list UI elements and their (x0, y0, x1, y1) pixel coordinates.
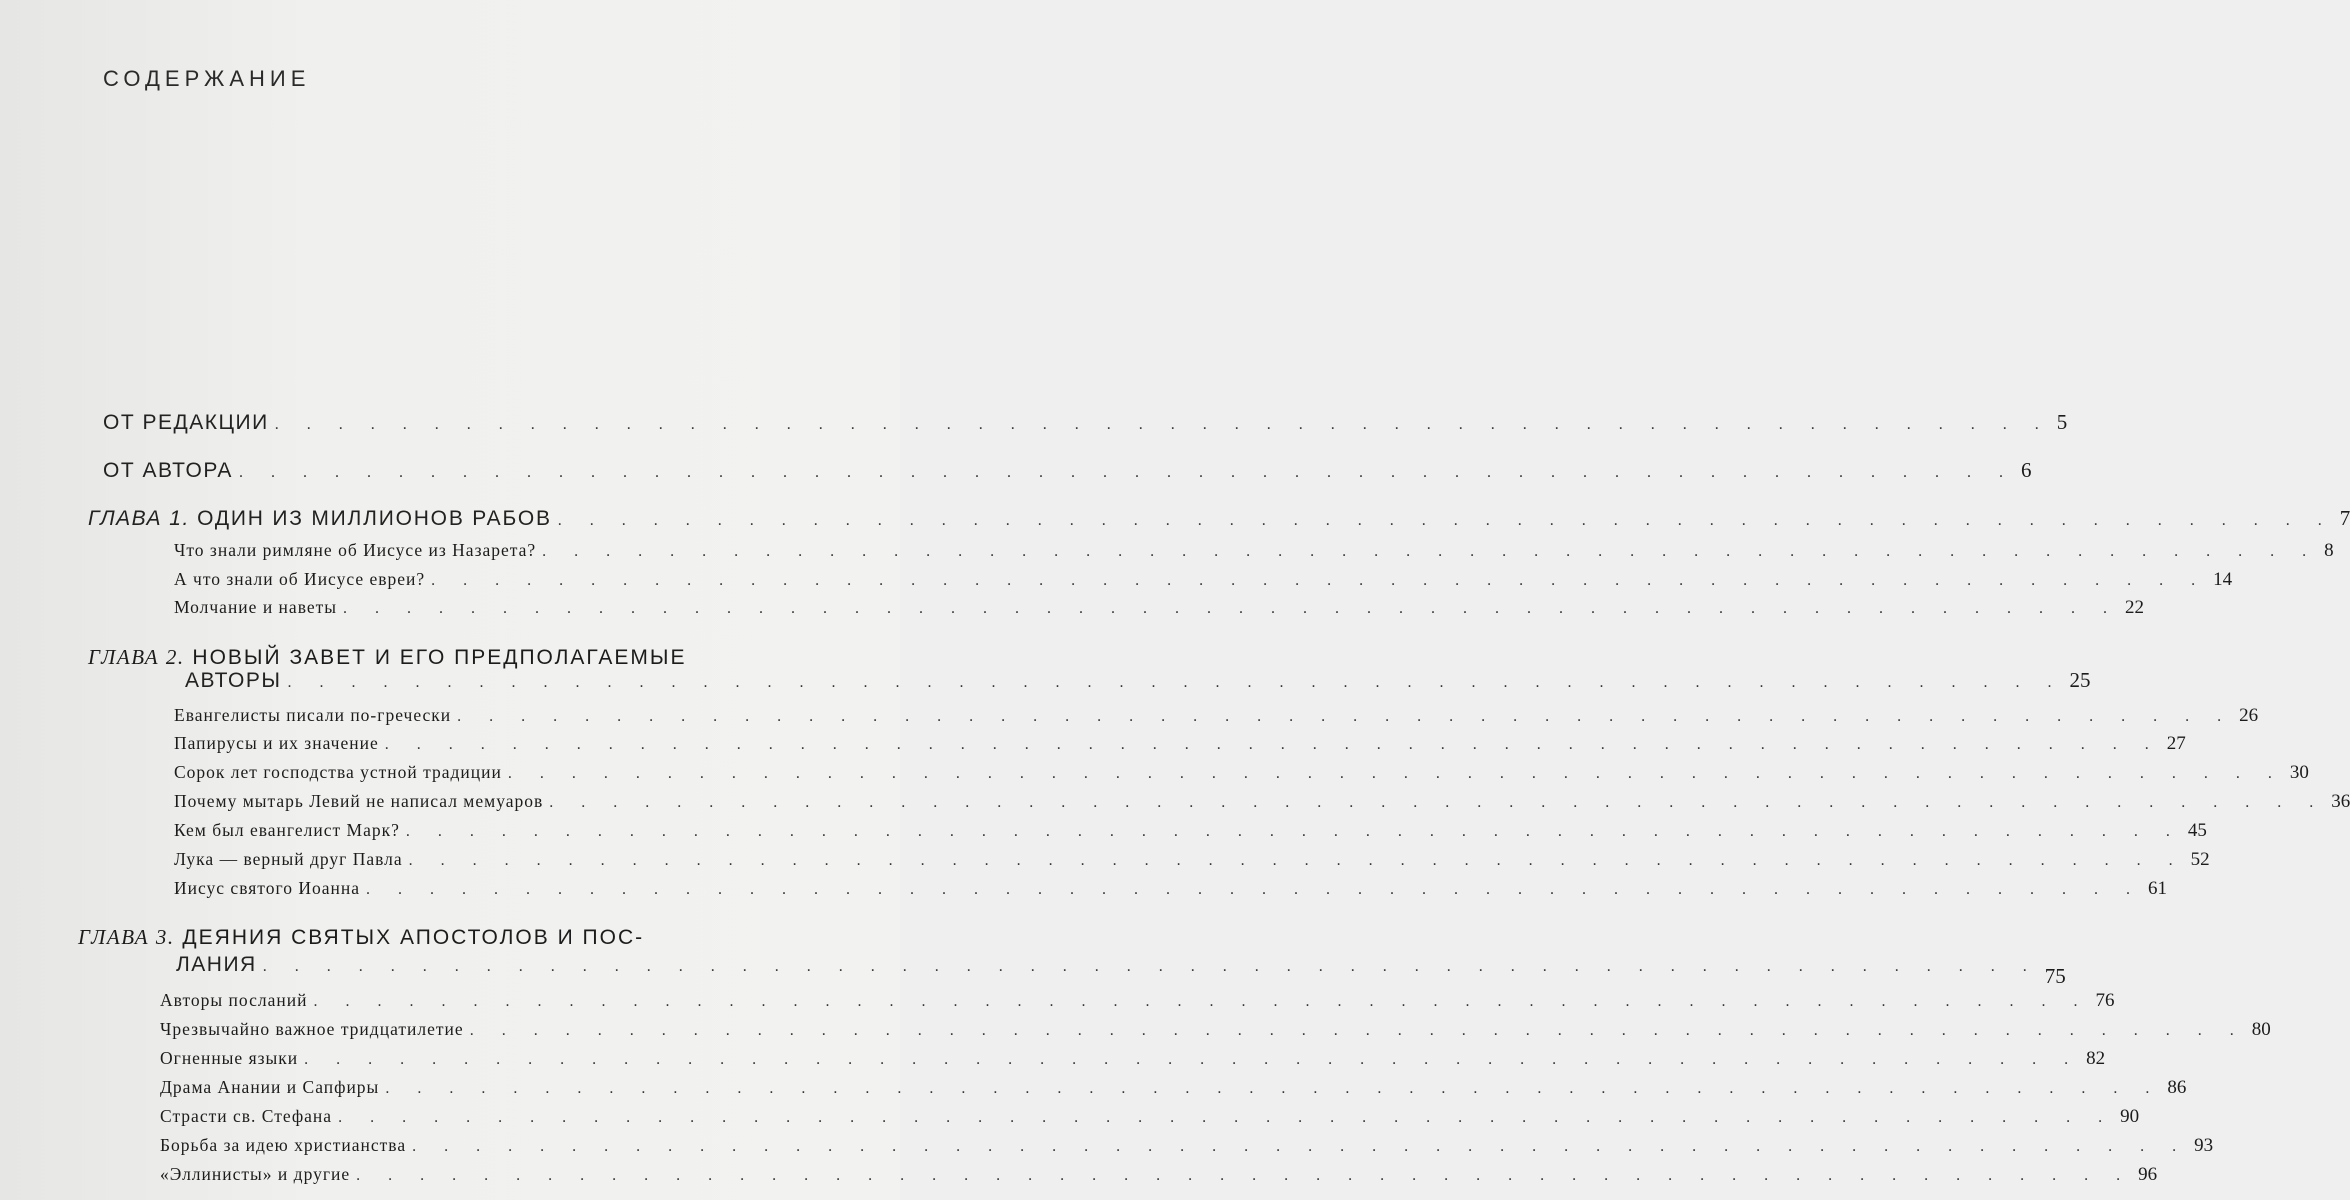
toc-page-number: 93 (2194, 1135, 2214, 1156)
dot-leader: . . . . . . . . . . . . . . . . . . . . . . . . . . . . . . . . . . . . . . . . . . . . . . . . . . . . . . . . (405, 823, 2182, 840)
toc-page-number: 82 (2086, 1048, 2106, 1069)
toc-section[interactable] (174, 569, 2233, 591)
dot-leader: . . . . . . . . . . . . . . . . . . . . . . . . . . . . . . . . . . . . . . . . . . . . . . . . . . . . . . . . (262, 958, 2039, 975)
dot-leader: . . . . . . . . . . . . . . . . . . . . . . . . . . . . . . . . . . . . . . . . . . . . . . . . . . . . . . . . (385, 1080, 2162, 1097)
toc-entry-title: ОТ АВТОРА (103, 459, 233, 482)
toc-section-title: Что знали римляне об Иисусе из Назарета? (174, 540, 537, 560)
toc-section[interactable] (174, 762, 2309, 784)
dot-leader: . . . . . . . . . . . . . . . . . . . . . . . . . . . . . . . . . . . . . . . . . . . . . . . . . . . . . . . . (238, 464, 2015, 481)
toc-section-title: Папирусы и их значение (174, 733, 379, 753)
toc-section-title: Чрезвычайно важное тридцатилетие (160, 1019, 464, 1039)
toc-page-number: 36 (2331, 791, 2350, 812)
toc-entry-editorial[interactable] (103, 410, 2068, 435)
toc-entry-author[interactable] (103, 458, 2032, 483)
toc-section-title: Иисус святого Иоанна (174, 878, 360, 898)
dot-leader: . . . . . . . . . . . . . . . . . . . . . . . . . . . . . . . . . . . . . . . . . . . . . . . . . . . . . . . . (431, 572, 2208, 589)
toc-page-number: 7 (2339, 506, 2350, 530)
toc-section-title: «Эллинисты» и другие (160, 1164, 351, 1184)
dot-leader: . . . . . . . . . . . . . . . . . . . . . . . . . . . . . . . . . . . . . . . . . . . . . . . . . . . . . . . . (356, 1167, 2133, 1184)
toc-section[interactable] (160, 1106, 2140, 1128)
dot-leader: . . . . . . . . . . . . . . . . . . . . . . . . . . . . . . . . . . . . . . . . . . . . . . . . . . . . . . . . (408, 852, 2185, 869)
toc-page-number: 61 (2147, 878, 2167, 899)
dot-leader: . . . . . . . . . . . . . . . . . . . . . . . . . . . . . . . . . . . . . . . . . . . . . . . . . . . . . . . . (343, 600, 2120, 617)
toc-section[interactable] (160, 1077, 2187, 1099)
dot-leader: . . . . . . . . . . . . . . . . . . . . . . . . . . . . . . . . . . . . . . . . . . . . . . . . . . . . . . . . (365, 881, 2142, 898)
dot-leader: . . . . . . . . . . . . . . . . . . . . . . . . . . . . . . . . . . . . . . . . . . . . . . . . . . . . . . . . (338, 1109, 2115, 1126)
toc-page-number: 80 (2251, 1019, 2271, 1040)
toc-heading: СОДЕРЖАНИЕ (103, 66, 311, 91)
toc-entry-title: ОТ РЕДАКЦИИ (103, 411, 269, 434)
dot-leader: . . . . . . . . . . . . . . . . . . . . . . . . . . . . . . . . . . . . . . . . . . . . . . . . . . . . . . . . (384, 736, 2161, 753)
chapter-name-continued: ЛАНИЯ (176, 953, 257, 976)
toc-chapter-2-line-1[interactable] (88, 645, 687, 670)
toc-section[interactable] (174, 791, 2350, 813)
toc-section[interactable] (174, 733, 2186, 755)
toc-section-title: Огненные языки (160, 1048, 299, 1068)
toc-page-number: 5 (2056, 410, 2068, 434)
toc-section[interactable] (174, 597, 2145, 619)
toc-page-number: 25 (2069, 668, 2091, 692)
toc-section[interactable] (174, 820, 2207, 842)
dot-leader: . . . . . . . . . . . . . . . . . . . . . . . . . . . . . . . . . . . . . . . . . . . . . . . . . . . . . . . . (557, 512, 2334, 529)
toc-page-number: 76 (2095, 990, 2115, 1011)
toc-page-number: 52 (2190, 849, 2210, 870)
toc-section[interactable] (160, 1048, 2106, 1070)
toc-section-title: Страсти св. Стефана (160, 1106, 333, 1126)
chapter-label: ГЛАВА 3. (78, 925, 175, 949)
dot-leader: . . . . . . . . . . . . . . . . . . . . . . . . . . . . . . . . . . . . . . . . . . . . . . . . . . . . . . . . (304, 1051, 2081, 1068)
toc-page-number: 96 (2138, 1164, 2158, 1185)
toc-chapter-title (88, 507, 552, 531)
dot-leader: . . . . . . . . . . . . . . . . . . . . . . . . . . . . . . . . . . . . . . . . . . . . . . . . . . . . . . . . (412, 1138, 2189, 1155)
dot-leader: . . . . . . . . . . . . . . . . . . . . . . . . . . . . . . . . . . . . . . . . . . . . . . . . . . . . . . . . (549, 794, 2326, 811)
dot-leader: . . . . . . . . . . . . . . . . . . . . . . . . . . . . . . . . . . . . . . . . . . . . . . . . . . . . . . . . (313, 993, 2090, 1010)
toc-section-title: Борьба за идею христианства (160, 1135, 407, 1155)
dot-leader: . . . . . . . . . . . . . . . . . . . . . . . . . . . . . . . . . . . . . . . . . . . . . . . . . . . . . . . . (507, 765, 2284, 782)
dot-leader: . . . . . . . . . . . . . . . . . . . . . . . . . . . . . . . . . . . . . . . . . . . . . . . . . . . . . . . . (457, 708, 2234, 725)
toc-section-title: Сорок лет господства устной традиции (174, 762, 502, 782)
toc-chapter-3-line-2[interactable] (176, 952, 2066, 988)
toc-page-number: 90 (2120, 1106, 2140, 1127)
toc-section-title: Лука — верный друг Павла (174, 849, 403, 869)
toc-section[interactable] (174, 878, 2167, 900)
toc-page-number: 86 (2167, 1077, 2187, 1098)
dot-leader: . . . . . . . . . . . . . . . . . . . . . . . . . . . . . . . . . . . . . . . . . . . . . . . . . . . . . . . . (274, 416, 2051, 433)
toc-section-title: Авторы посланий (160, 990, 308, 1010)
toc-chapter-2-line-2[interactable] (185, 668, 2091, 693)
toc-section-title: Почему мытарь Левий не написал мемуаров (174, 791, 544, 811)
toc-page-number: 8 (2324, 540, 2334, 561)
toc-section[interactable] (174, 705, 2259, 727)
toc-section[interactable] (174, 849, 2210, 871)
toc-chapter-1[interactable] (88, 506, 2350, 531)
chapter-name: ДЕЯНИЯ СВЯТЫХ АПОСТОЛОВ И ПОС- (182, 926, 645, 949)
show-through-bleed (560, 70, 564, 87)
toc-page-number: 27 (2166, 733, 2186, 754)
chapter-label: ГЛАВА 1. (88, 507, 190, 530)
chapter-label: ГЛАВА 2. (88, 645, 185, 669)
toc-page-number: 26 (2239, 705, 2259, 726)
toc-chapter-3-line-1[interactable] (78, 925, 644, 950)
toc-section[interactable] (160, 1019, 2271, 1041)
toc-page-number: 6 (2020, 458, 2032, 482)
toc-section-title: Молчание и наветы (174, 597, 338, 617)
toc-section-title: Евангелисты писали по-гречески (174, 705, 452, 725)
dot-leader: . . . . . . . . . . . . . . . . . . . . . . . . . . . . . . . . . . . . . . . . . . . . . . . . . . . . . . . . (542, 543, 2319, 560)
toc-page-number: 30 (2289, 762, 2309, 783)
toc-section-title: Драма Анании и Сапфиры (160, 1077, 380, 1097)
chapter-name-continued: АВТОРЫ (185, 669, 282, 692)
toc-section[interactable] (174, 540, 2334, 562)
toc-page-number: 14 (2213, 569, 2233, 590)
toc-section[interactable] (160, 1164, 2158, 1186)
toc-section[interactable] (160, 990, 2115, 1012)
toc-section[interactable] (160, 1135, 2214, 1157)
chapter-name: НОВЫЙ ЗАВЕТ И ЕГО ПРЕДПОЛАГАЕМЫЕ (192, 646, 687, 669)
chapter-name: ОДИН ИЗ МИЛЛИОНОВ РАБОВ (197, 507, 552, 530)
toc-page-number: 75 (2044, 964, 2066, 988)
toc-section-title: Кем был евангелист Марк? (174, 820, 400, 840)
toc-section-title: А что знали об Иисусе евреи? (174, 569, 426, 589)
dot-leader: . . . . . . . . . . . . . . . . . . . . . . . . . . . . . . . . . . . . . . . . . . . . . . . . . . . . . . . . (469, 1022, 2246, 1039)
dot-leader: . . . . . . . . . . . . . . . . . . . . . . . . . . . . . . . . . . . . . . . . . . . . . . . . . . . . . . . . (287, 674, 2064, 691)
toc-page-number: 22 (2125, 597, 2145, 618)
toc-page-number: 45 (2187, 820, 2207, 841)
